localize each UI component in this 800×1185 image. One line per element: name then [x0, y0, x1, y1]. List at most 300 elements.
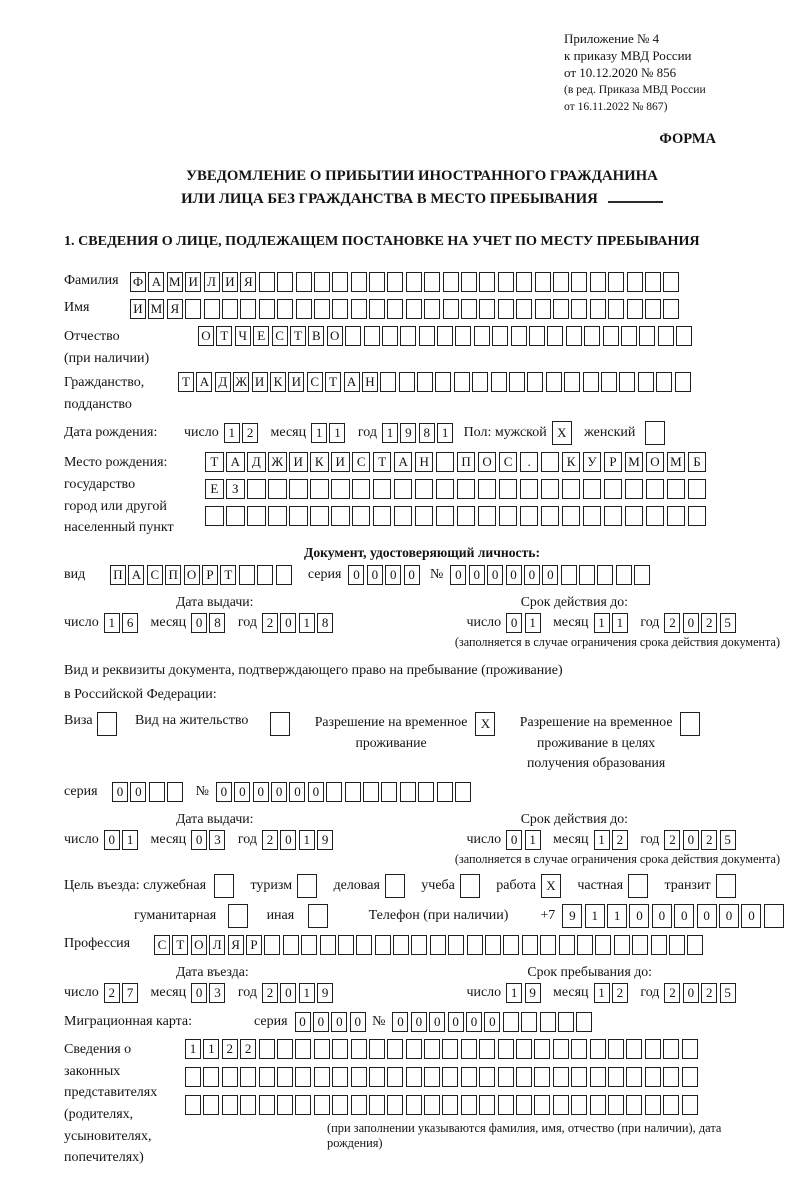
char-cell[interactable]	[645, 421, 665, 445]
char-cell[interactable]	[571, 1067, 587, 1087]
char-cell[interactable]	[314, 299, 330, 319]
char-cell[interactable]: С	[307, 372, 323, 392]
char-cell[interactable]: И	[331, 452, 350, 472]
char-cell[interactable]	[268, 506, 287, 526]
char-cell[interactable]	[499, 506, 518, 526]
char-cell[interactable]	[264, 935, 280, 955]
char-cell[interactable]: 9	[317, 830, 333, 850]
char-cell[interactable]	[457, 506, 476, 526]
char-cell[interactable]	[663, 1039, 679, 1059]
char-cell[interactable]: 0	[683, 613, 699, 633]
char-cell[interactable]	[332, 1067, 348, 1087]
char-cell[interactable]	[716, 874, 736, 898]
char-cell[interactable]	[442, 1039, 458, 1059]
char-cell[interactable]: 2	[664, 983, 680, 1003]
char-cell[interactable]	[437, 782, 453, 802]
char-cell[interactable]	[400, 326, 416, 346]
char-cell[interactable]	[204, 299, 220, 319]
char-cell[interactable]	[369, 1067, 385, 1087]
char-cell[interactable]	[534, 1039, 550, 1059]
char-cell[interactable]: Б	[688, 452, 707, 472]
char-cell[interactable]	[627, 272, 643, 292]
char-cell[interactable]	[455, 782, 471, 802]
char-cell[interactable]: 0	[280, 830, 296, 850]
char-cell[interactable]: 0	[289, 782, 305, 802]
char-cell[interactable]	[576, 1012, 592, 1032]
char-cell[interactable]: 0	[280, 613, 296, 633]
char-cell[interactable]: Ж	[233, 372, 249, 392]
char-cell[interactable]: К	[270, 372, 286, 392]
char-cell[interactable]	[394, 506, 413, 526]
char-cell[interactable]	[289, 479, 308, 499]
char-cell[interactable]: 0	[367, 565, 383, 585]
char-cell[interactable]	[418, 782, 434, 802]
char-cell[interactable]	[461, 299, 477, 319]
char-cell[interactable]	[577, 935, 593, 955]
char-cell[interactable]	[516, 1067, 532, 1087]
char-cell[interactable]: 9	[317, 983, 333, 1003]
char-cell[interactable]: 0	[350, 1012, 366, 1032]
char-cell[interactable]	[351, 1067, 367, 1087]
char-cell[interactable]: 0	[429, 1012, 445, 1032]
char-cell[interactable]: В	[308, 326, 324, 346]
char-cell[interactable]	[167, 782, 183, 802]
char-cell[interactable]: 1	[525, 613, 541, 633]
char-cell[interactable]: 3	[209, 830, 225, 850]
char-cell[interactable]: Е	[205, 479, 224, 499]
char-cell[interactable]: Т	[172, 935, 188, 955]
char-cell[interactable]	[424, 272, 440, 292]
char-cell[interactable]	[283, 935, 299, 955]
char-cell[interactable]	[461, 1067, 477, 1087]
char-cell[interactable]	[541, 452, 560, 472]
char-cell[interactable]	[590, 1095, 606, 1115]
char-cell[interactable]	[534, 1067, 550, 1087]
char-cell[interactable]	[296, 299, 312, 319]
char-cell[interactable]: Т	[290, 326, 306, 346]
char-cell[interactable]: .	[520, 452, 539, 472]
char-cell[interactable]	[415, 506, 434, 526]
char-cell[interactable]	[436, 452, 455, 472]
char-cell[interactable]	[226, 506, 245, 526]
char-cell[interactable]: 6	[122, 613, 138, 633]
char-cell[interactable]: 0	[191, 983, 207, 1003]
char-cell[interactable]	[351, 299, 367, 319]
char-cell[interactable]: П	[457, 452, 476, 472]
char-cell[interactable]	[478, 506, 497, 526]
char-cell[interactable]	[435, 372, 451, 392]
char-cell[interactable]	[332, 272, 348, 292]
char-cell[interactable]	[604, 479, 623, 499]
char-cell[interactable]	[584, 326, 600, 346]
char-cell[interactable]	[406, 1039, 422, 1059]
char-cell[interactable]	[259, 1067, 275, 1087]
char-cell[interactable]: 8	[419, 423, 435, 443]
char-cell[interactable]	[535, 299, 551, 319]
char-cell[interactable]: 0	[191, 830, 207, 850]
char-cell[interactable]: 0	[674, 904, 694, 928]
char-cell[interactable]	[498, 1095, 514, 1115]
char-cell[interactable]	[270, 712, 290, 736]
char-cell[interactable]	[373, 506, 392, 526]
char-cell[interactable]: П	[165, 565, 181, 585]
char-cell[interactable]	[541, 479, 560, 499]
char-cell[interactable]: 0	[392, 1012, 408, 1032]
char-cell[interactable]	[436, 479, 455, 499]
char-cell[interactable]	[457, 479, 476, 499]
char-cell[interactable]	[645, 272, 661, 292]
char-cell[interactable]: 1	[224, 423, 240, 443]
char-cell[interactable]	[562, 479, 581, 499]
char-cell[interactable]: Л	[204, 272, 220, 292]
char-cell[interactable]	[603, 326, 619, 346]
char-cell[interactable]	[387, 1067, 403, 1087]
char-cell[interactable]	[399, 372, 415, 392]
char-cell[interactable]	[478, 479, 497, 499]
char-cell[interactable]: 0	[469, 565, 485, 585]
char-cell[interactable]	[645, 1095, 661, 1115]
char-cell[interactable]: 5	[720, 613, 736, 633]
char-cell[interactable]	[257, 565, 273, 585]
char-cell[interactable]: 0	[652, 904, 672, 928]
char-cell[interactable]: А	[344, 372, 360, 392]
char-cell[interactable]	[559, 935, 575, 955]
char-cell[interactable]	[604, 506, 623, 526]
char-cell[interactable]	[394, 479, 413, 499]
char-cell[interactable]	[332, 1095, 348, 1115]
char-cell[interactable]: 9	[562, 904, 582, 928]
char-cell[interactable]	[561, 565, 577, 585]
char-cell[interactable]	[448, 935, 464, 955]
char-cell[interactable]	[626, 1039, 642, 1059]
char-cell[interactable]: 0	[295, 1012, 311, 1032]
char-cell[interactable]: 0	[683, 830, 699, 850]
char-cell[interactable]	[590, 272, 606, 292]
char-cell[interactable]: 1	[612, 613, 628, 633]
char-cell[interactable]	[277, 1095, 293, 1115]
char-cell[interactable]	[479, 1095, 495, 1115]
char-cell[interactable]: Ф	[130, 272, 146, 292]
char-cell[interactable]	[222, 1067, 238, 1087]
char-cell[interactable]	[411, 935, 427, 955]
char-cell[interactable]: 2	[262, 983, 278, 1003]
char-cell[interactable]	[295, 1067, 311, 1087]
char-cell[interactable]: 0	[112, 782, 128, 802]
char-cell[interactable]	[352, 506, 371, 526]
char-cell[interactable]: Т	[325, 372, 341, 392]
char-cell[interactable]: Д	[247, 452, 266, 472]
char-cell[interactable]: 0	[191, 613, 207, 633]
char-cell[interactable]: О	[198, 326, 214, 346]
char-cell[interactable]	[387, 272, 403, 292]
char-cell[interactable]	[608, 1067, 624, 1087]
char-cell[interactable]	[352, 479, 371, 499]
char-cell[interactable]	[247, 479, 266, 499]
char-cell[interactable]: Р	[246, 935, 262, 955]
char-cell[interactable]	[590, 299, 606, 319]
char-cell[interactable]	[682, 1095, 698, 1115]
char-cell[interactable]: Р	[604, 452, 623, 472]
char-cell[interactable]: 1	[299, 613, 315, 633]
char-cell[interactable]	[331, 479, 350, 499]
char-cell[interactable]	[314, 272, 330, 292]
char-cell[interactable]: 2	[262, 613, 278, 633]
char-cell[interactable]: О	[478, 452, 497, 472]
char-cell[interactable]	[546, 372, 562, 392]
char-cell[interactable]	[491, 372, 507, 392]
char-cell[interactable]	[424, 299, 440, 319]
char-cell[interactable]: 0	[313, 1012, 329, 1032]
char-cell[interactable]	[331, 506, 350, 526]
char-cell[interactable]	[297, 874, 317, 898]
char-cell[interactable]	[436, 506, 455, 526]
char-cell[interactable]: О	[191, 935, 207, 955]
char-cell[interactable]: Д	[215, 372, 231, 392]
char-cell[interactable]	[369, 272, 385, 292]
char-cell[interactable]	[529, 326, 545, 346]
char-cell[interactable]	[579, 565, 595, 585]
char-cell[interactable]: М	[625, 452, 644, 472]
char-cell[interactable]: М	[148, 299, 164, 319]
char-cell[interactable]: 2	[701, 983, 717, 1003]
char-cell[interactable]	[516, 272, 532, 292]
char-cell[interactable]: С	[147, 565, 163, 585]
char-cell[interactable]: 1	[506, 983, 522, 1003]
char-cell[interactable]: А	[196, 372, 212, 392]
char-cell[interactable]: 2	[701, 613, 717, 633]
char-cell[interactable]	[621, 326, 637, 346]
char-cell[interactable]: 0	[697, 904, 717, 928]
char-cell[interactable]	[406, 299, 422, 319]
char-cell[interactable]: 2	[664, 830, 680, 850]
char-cell[interactable]	[541, 506, 560, 526]
char-cell[interactable]	[625, 479, 644, 499]
char-cell[interactable]: 8	[317, 613, 333, 633]
char-cell[interactable]	[639, 326, 655, 346]
char-cell[interactable]: Т	[373, 452, 392, 472]
char-cell[interactable]: 9	[400, 423, 416, 443]
char-cell[interactable]	[503, 1012, 519, 1032]
char-cell[interactable]	[443, 272, 459, 292]
char-cell[interactable]: 1	[311, 423, 327, 443]
char-cell[interactable]	[277, 299, 293, 319]
char-cell[interactable]: 1	[104, 613, 120, 633]
char-cell[interactable]	[381, 782, 397, 802]
char-cell[interactable]	[535, 272, 551, 292]
char-cell[interactable]	[345, 782, 361, 802]
char-cell[interactable]: О	[184, 565, 200, 585]
char-cell[interactable]	[314, 1067, 330, 1087]
char-cell[interactable]: 8	[209, 613, 225, 633]
char-cell[interactable]: 0	[629, 904, 649, 928]
char-cell[interactable]	[356, 935, 372, 955]
char-cell[interactable]: 0	[683, 983, 699, 1003]
char-cell[interactable]	[424, 1095, 440, 1115]
char-cell[interactable]	[658, 326, 674, 346]
char-cell[interactable]	[562, 506, 581, 526]
char-cell[interactable]	[460, 874, 480, 898]
char-cell[interactable]: А	[226, 452, 245, 472]
char-cell[interactable]	[509, 372, 525, 392]
char-cell[interactable]	[295, 1039, 311, 1059]
char-cell[interactable]	[259, 1039, 275, 1059]
char-cell[interactable]: 7	[122, 983, 138, 1003]
char-cell[interactable]	[380, 372, 396, 392]
char-cell[interactable]	[228, 904, 248, 928]
char-cell[interactable]: 0	[308, 782, 324, 802]
char-cell[interactable]: Л	[209, 935, 225, 955]
char-cell[interactable]	[373, 479, 392, 499]
char-cell[interactable]: X	[541, 874, 561, 898]
char-cell[interactable]: А	[128, 565, 144, 585]
char-cell[interactable]: 0	[466, 1012, 482, 1032]
char-cell[interactable]: А	[148, 272, 164, 292]
char-cell[interactable]	[540, 935, 556, 955]
char-cell[interactable]	[442, 1067, 458, 1087]
char-cell[interactable]: 1	[594, 830, 610, 850]
char-cell[interactable]: 0	[404, 565, 420, 585]
char-cell[interactable]	[516, 1095, 532, 1115]
char-cell[interactable]	[516, 1039, 532, 1059]
char-cell[interactable]	[326, 782, 342, 802]
char-cell[interactable]	[406, 1067, 422, 1087]
char-cell[interactable]: И	[252, 372, 268, 392]
char-cell[interactable]	[626, 1095, 642, 1115]
char-cell[interactable]	[461, 272, 477, 292]
char-cell[interactable]	[308, 904, 328, 928]
char-cell[interactable]	[474, 326, 490, 346]
char-cell[interactable]	[314, 1039, 330, 1059]
char-cell[interactable]	[601, 372, 617, 392]
char-cell[interactable]: К	[562, 452, 581, 472]
char-cell[interactable]: Ж	[268, 452, 287, 472]
char-cell[interactable]	[553, 1067, 569, 1087]
char-cell[interactable]	[616, 565, 632, 585]
char-cell[interactable]	[571, 1095, 587, 1115]
char-cell[interactable]	[527, 372, 543, 392]
char-cell[interactable]	[295, 1095, 311, 1115]
char-cell[interactable]	[203, 1067, 219, 1087]
char-cell[interactable]: Я	[228, 935, 244, 955]
char-cell[interactable]	[351, 1095, 367, 1115]
char-cell[interactable]: 1	[329, 423, 345, 443]
char-cell[interactable]	[419, 326, 435, 346]
char-cell[interactable]: Я	[240, 272, 256, 292]
char-cell[interactable]	[522, 935, 538, 955]
char-cell[interactable]	[332, 1039, 348, 1059]
char-cell[interactable]	[385, 874, 405, 898]
char-cell[interactable]: 0	[104, 830, 120, 850]
char-cell[interactable]	[205, 506, 224, 526]
char-cell[interactable]	[222, 299, 238, 319]
char-cell[interactable]	[571, 272, 587, 292]
char-cell[interactable]	[564, 372, 580, 392]
char-cell[interactable]: 0	[506, 830, 522, 850]
char-cell[interactable]	[764, 904, 784, 928]
char-cell[interactable]: 0	[271, 782, 287, 802]
char-cell[interactable]	[571, 299, 587, 319]
char-cell[interactable]	[583, 372, 599, 392]
char-cell[interactable]: С	[154, 935, 170, 955]
char-cell[interactable]	[268, 479, 287, 499]
char-cell[interactable]	[424, 1039, 440, 1059]
char-cell[interactable]: 1	[594, 613, 610, 633]
char-cell[interactable]	[259, 299, 275, 319]
char-cell[interactable]	[437, 326, 453, 346]
char-cell[interactable]: 2	[262, 830, 278, 850]
char-cell[interactable]	[656, 372, 672, 392]
char-cell[interactable]	[498, 1067, 514, 1087]
char-cell[interactable]: 1	[203, 1039, 219, 1059]
char-cell[interactable]	[387, 1039, 403, 1059]
char-cell[interactable]: 5	[720, 830, 736, 850]
char-cell[interactable]: 5	[720, 983, 736, 1003]
char-cell[interactable]	[663, 1067, 679, 1087]
char-cell[interactable]	[540, 1012, 556, 1032]
char-cell[interactable]	[240, 1095, 256, 1115]
char-cell[interactable]: З	[226, 479, 245, 499]
char-cell[interactable]	[185, 1095, 201, 1115]
char-cell[interactable]: О	[646, 452, 665, 472]
char-cell[interactable]: 0	[506, 613, 522, 633]
char-cell[interactable]: 0	[234, 782, 250, 802]
char-cell[interactable]	[625, 506, 644, 526]
char-cell[interactable]: А	[394, 452, 413, 472]
char-cell[interactable]	[454, 372, 470, 392]
char-cell[interactable]	[375, 935, 391, 955]
char-cell[interactable]	[682, 1039, 698, 1059]
char-cell[interactable]: 0	[253, 782, 269, 802]
char-cell[interactable]: 0	[130, 782, 146, 802]
char-cell[interactable]	[479, 1067, 495, 1087]
char-cell[interactable]: 0	[348, 565, 364, 585]
char-cell[interactable]: Т	[178, 372, 194, 392]
char-cell[interactable]: С	[352, 452, 371, 472]
char-cell[interactable]	[479, 299, 495, 319]
char-cell[interactable]	[627, 299, 643, 319]
char-cell[interactable]	[553, 1039, 569, 1059]
char-cell[interactable]	[289, 506, 308, 526]
char-cell[interactable]	[614, 935, 630, 955]
char-cell[interactable]	[424, 1067, 440, 1087]
char-cell[interactable]	[634, 565, 650, 585]
char-cell[interactable]	[382, 326, 398, 346]
char-cell[interactable]: 0	[542, 565, 558, 585]
char-cell[interactable]	[259, 1095, 275, 1115]
char-cell[interactable]: Т	[220, 565, 236, 585]
char-cell[interactable]: Я	[167, 299, 183, 319]
char-cell[interactable]	[682, 1067, 698, 1087]
char-cell[interactable]: 1	[607, 904, 627, 928]
char-cell[interactable]	[498, 1039, 514, 1059]
char-cell[interactable]	[461, 1095, 477, 1115]
char-cell[interactable]	[239, 565, 255, 585]
char-cell[interactable]: И	[130, 299, 146, 319]
char-cell[interactable]: И	[222, 272, 238, 292]
char-cell[interactable]	[534, 1095, 550, 1115]
char-cell[interactable]	[663, 272, 679, 292]
char-cell[interactable]	[345, 326, 361, 346]
char-cell[interactable]: И	[185, 272, 201, 292]
char-cell[interactable]	[430, 935, 446, 955]
char-cell[interactable]: 0	[448, 1012, 464, 1032]
char-cell[interactable]: 1	[585, 904, 605, 928]
char-cell[interactable]	[553, 272, 569, 292]
char-cell[interactable]: 1	[299, 830, 315, 850]
char-cell[interactable]	[583, 506, 602, 526]
char-cell[interactable]	[628, 874, 648, 898]
char-cell[interactable]	[608, 272, 624, 292]
